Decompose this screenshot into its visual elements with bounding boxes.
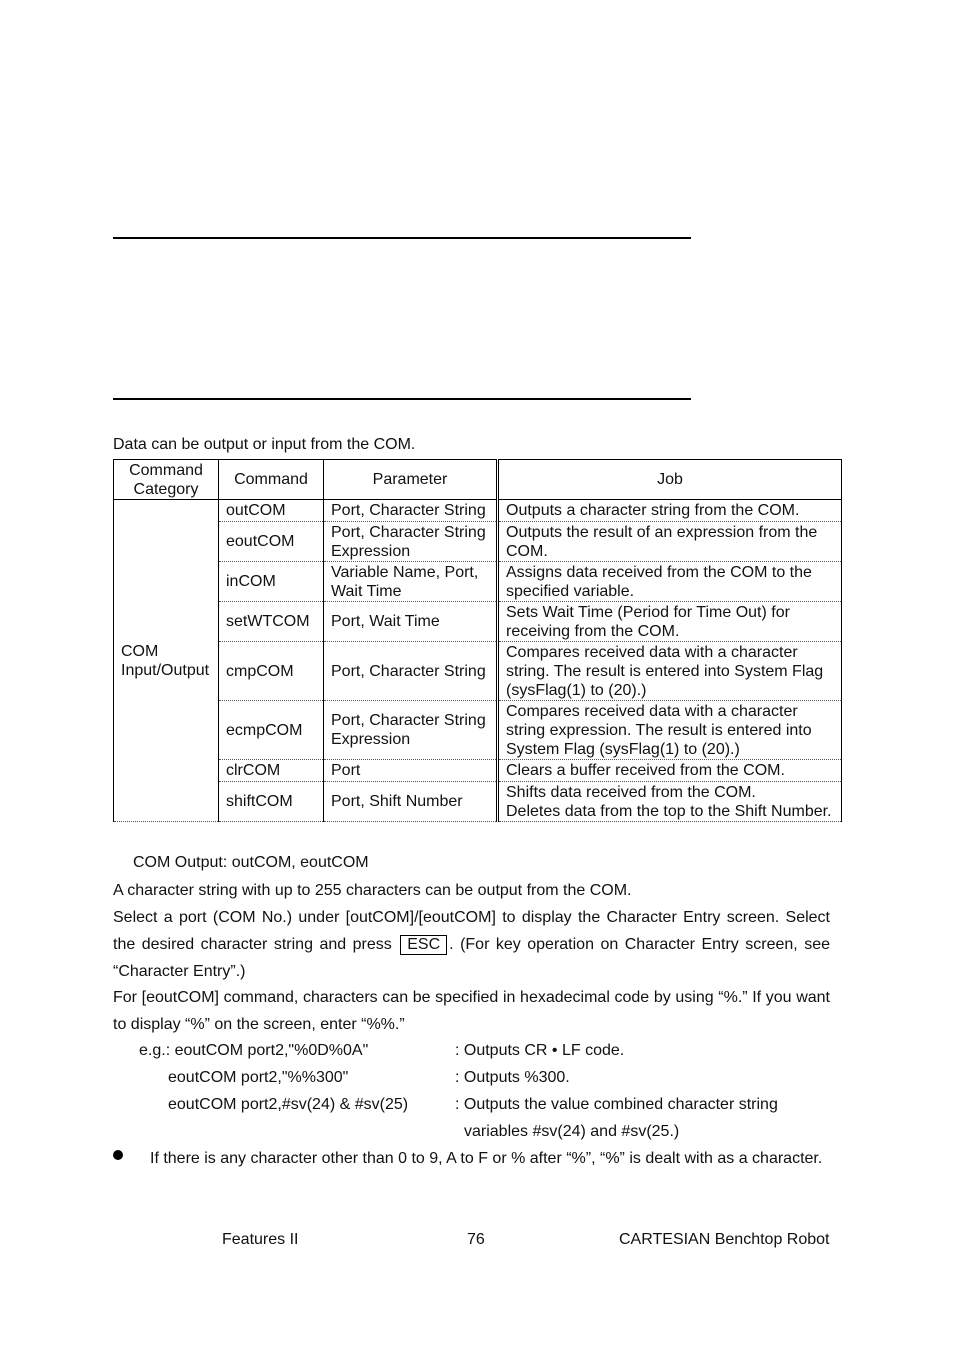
header-job: Job — [498, 460, 842, 500]
table-row — [114, 500, 842, 522]
example-desc-2: : Outputs %300. — [455, 1069, 570, 1086]
page-number: 76 — [467, 1231, 485, 1248]
header-command: Command — [219, 460, 324, 500]
intro-text: Data can be output or input from the COM. — [113, 436, 416, 453]
table-row — [114, 701, 842, 760]
example-code-3: eoutCOM port2,#sv(24) & #sv(25) — [168, 1096, 409, 1113]
job-cell: Clears a buffer received from the COM. — [498, 760, 842, 782]
example-code-1: e.g.: eoutCOM port2,"%0D%0A" — [139, 1042, 369, 1059]
footer-right: CARTESIAN Benchtop Robot — [619, 1231, 830, 1248]
job-cell: Compares received data with a character string. The result is entered into System Flag (sysFlag(1) to (20).) — [498, 642, 842, 701]
command-cell: ecmpCOM — [219, 701, 324, 760]
paragraph-3: For [eoutCOM] command, characters can be specified in hexadecimal code by using “%.” If you want to display “%” on the screen, enter “%%.” — [113, 989, 830, 1033]
parameter-cell: Port, Character String Expression — [324, 701, 498, 760]
paragraph-2-text: Select a port (COM No.) under [outCOM]/[eoutCOM] to display the Character Entry screen. Select the desired character string and press — [113, 909, 830, 953]
job-cell: Outputs a character string from the COM. — [498, 500, 842, 522]
bottom-rule — [113, 398, 691, 400]
job-cell: Outputs the result of an expression from the COM. — [498, 522, 842, 562]
command-cell: setWTCOM — [219, 602, 324, 642]
command-cell: clrCOM — [219, 760, 324, 782]
command-cell: shiftCOM — [219, 782, 324, 822]
job-cell: Sets Wait Time (Period for Time Out) for receiving from the COM. — [498, 602, 842, 642]
parameter-cell: Port, Character String — [324, 500, 498, 522]
command-cell: inCOM — [219, 562, 324, 602]
example-desc-3: : Outputs the value combined character string — [455, 1096, 778, 1113]
example-code-2: eoutCOM port2,"%%300" — [168, 1069, 349, 1086]
command-cell: eoutCOM — [219, 522, 324, 562]
parameter-cell: Port, Wait Time — [324, 602, 498, 642]
table-row — [114, 760, 842, 782]
command-table — [113, 459, 842, 822]
job-cell: Compares received data with a character string expression. The result is entered into System Flag (sysFlag(1) to (20).) — [498, 701, 842, 760]
footer-left: Features II — [222, 1231, 299, 1248]
job-cell: Shifts data received from the COM. Deletes data from the top to the Shift Number. — [498, 782, 842, 822]
job-cell: Assigns data received from the COM to the specified variable. — [498, 562, 842, 602]
paragraph-2 — [113, 904, 830, 985]
header-category: Command Category — [114, 460, 219, 500]
parameter-cell: Port — [324, 760, 498, 782]
table-row — [114, 642, 842, 701]
section-title: COM Output: outCOM, eoutCOM — [133, 854, 369, 871]
parameter-cell: Port, Character String — [324, 642, 498, 701]
parameter-cell: Port, Character String Expression — [324, 522, 498, 562]
esc-key: ESC — [400, 935, 447, 955]
command-cell: cmpCOM — [219, 642, 324, 701]
table-header-row — [114, 460, 842, 500]
bullet-icon — [113, 1150, 125, 1162]
header-parameter: Parameter — [324, 460, 498, 500]
table-row — [114, 782, 842, 822]
command-cell: outCOM — [219, 500, 324, 522]
table-row — [114, 602, 842, 642]
top-rule — [113, 237, 691, 239]
example-desc-1: : Outputs CR • LF code. — [455, 1042, 625, 1059]
note-text: If there is any character other than 0 to 9, A to F or % after “%”, “%” is dealt with as a character. — [150, 1150, 823, 1167]
parameter-cell: Variable Name, Port, Wait Time — [324, 562, 498, 602]
paragraph-2-text-end: . (For key operation on Character Entry screen, see “Character Entry”.) — [113, 936, 830, 980]
parameter-cell: Port, Shift Number — [324, 782, 498, 822]
category-cell: COM Input/Output — [114, 500, 219, 822]
example-desc-3-cont: variables #sv(24) and #sv(25.) — [464, 1123, 680, 1140]
paragraph-1: A character string with up to 255 characters can be output from the COM. — [113, 882, 632, 899]
table-row — [114, 562, 842, 602]
table-row — [114, 522, 842, 562]
